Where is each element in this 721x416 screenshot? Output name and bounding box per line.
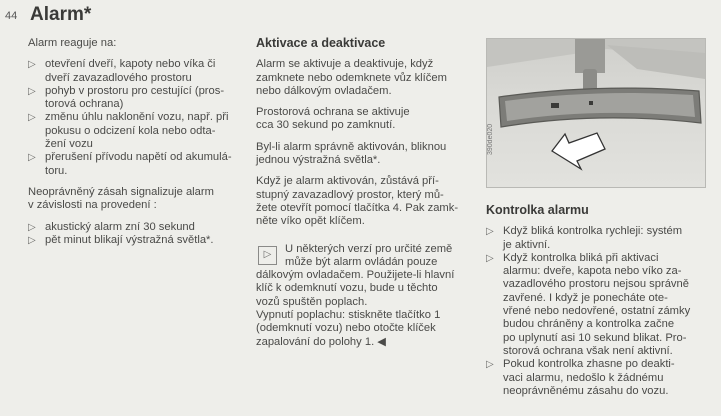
note-triangle-icon: ▷ [258, 246, 277, 265]
paragraph: Byl-li alarm správně aktivován, bliknou jednou výstražná světla*. [256, 140, 447, 167]
right-column [486, 204, 708, 398]
list-item: ▷ Pokud kontrolka zhasne po deakti- vaci alarmu, nedošlo k žádnému neoprávněnému zásahu do vozu. [486, 358, 708, 398]
note-block [256, 243, 474, 270]
list-item: ▷ změnu úhlu naklonění vozu, např. při pokusu o odcizení kola nebo odta- žení vozu [28, 111, 240, 151]
image-code: 390de020 [487, 123, 494, 155]
list-item: ▷ akustický alarm zní 30 sekund [28, 221, 240, 234]
trigger-list [28, 58, 240, 178]
note-text-continued: dálkovým ovladačem. Použijete-li hlavní klíč k odemknutí vozu, bude u těchto vozů spuštěn poplach. Vypnutí poplachu: stiskněte tlačítko 1 (odemknutí vozu) nebo otočte klíček zapalování do polohy 1. ◀ [256, 269, 455, 348]
mirror-illustration [487, 39, 705, 187]
signal-list [28, 221, 240, 248]
paragraph: Když je alarm aktivován, zůstává pří- stupný zavazadlový prostor, který mů- žete otevřít pomocí tlačítka 4. Pak zamk- něte víko opět klíčem. [256, 175, 459, 228]
list-item: ▷ pohyb v prostoru pro cestující (pros- torová ochrana) [28, 85, 240, 112]
left-column [28, 37, 240, 247]
list-item: ▷ přerušení přívodu napětí od akumulá- toru. [28, 151, 240, 178]
list-item: ▷ otevření dveří, kapoty nebo víka či dveří zavazadlového prostoru [28, 58, 240, 85]
list-item: ▷ pět minut blikají výstražná světla*. [28, 234, 240, 247]
list-item: ▷ Když kontrolka bliká při aktivaci alarmu: dveře, kapota nebo víko za- vazadlového prostoru nejsou správně zavřené. I když je ponecháte ote- vřené nebo nedovřené, ostatní zámky budou chráněny a kontrolka začne po uplynutí asi 10 sekund blikat. Pro- storová ochrana však není aktivní. [486, 252, 708, 358]
list-item: ▷ Když bliká kontrolka rychleji: systém je aktivní. [486, 225, 708, 252]
paragraph: Prostorová ochrana se aktivuje cca 30 sekund po zamknutí. [256, 106, 410, 132]
section-heading-activation: Aktivace a deaktivace [256, 36, 386, 50]
intro-text: Alarm reaguje na: [28, 37, 117, 49]
signal-intro: Neoprávněný zásah signalizuje alarm v závislosti na provedení : [28, 185, 214, 212]
middle-column [256, 37, 474, 349]
indicator-list [486, 225, 708, 398]
page-number: 44 [5, 10, 18, 22]
mirror-photo [486, 38, 706, 188]
note-text: U některých verzí pro určité země může být alarm ovládán pouze [285, 242, 453, 268]
section-heading-indicator: Kontrolka alarmu [486, 203, 589, 217]
paragraph: Alarm se aktivuje a deaktivuje, když zamknete nebo odemknete vůz klíčem nebo dálkovým ovladačem. [256, 58, 447, 97]
page-title: Alarm* [30, 4, 92, 25]
